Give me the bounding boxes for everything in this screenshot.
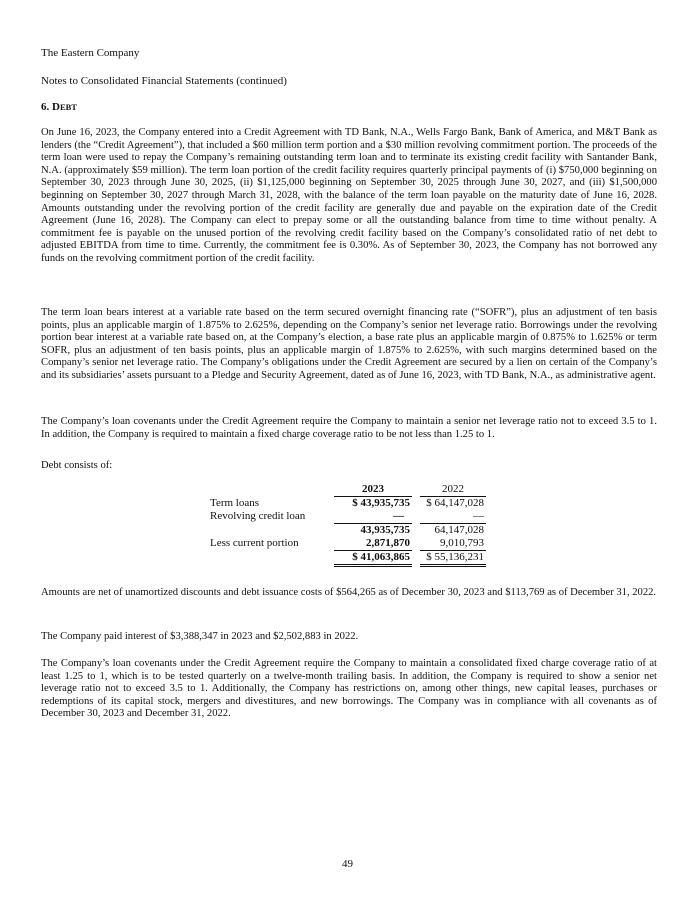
row-value-2023: $ 43,935,735 bbox=[352, 497, 410, 509]
table-row bbox=[208, 524, 486, 538]
row-label: Revolving credit loan bbox=[210, 510, 306, 523]
row-value-2022: 9,010,793 bbox=[420, 537, 486, 551]
paragraph-credit-agreement: On June 16, 2023, the Company entered into a Credit Agreement with TD Bank, N.A., Wells Fargo Bank, Bank of America, and M&T Bank as lenders (the “Credit Agreement”), that included a $60 million term portion and a $30 million revolving commitment portion. The proceeds of the term loan were used to repay the Company’s remaining outstanding term loan and to terminate its existing credit facility with Santander Bank, N.A. (approximately $59 million). The term loan portion of the credit facility requires quarterly principal payments of (i) $750,000 beginning on September 30, 2023 through June 30, 2025, (ii) $1,125,000 beginning on September 30, 2025 through June 30, 2027, and (iii) $1,500,000 beginning on September 30, 2027 through March 31, 2028, with the balance of the term loan payable on the maturity date of June 16, 2028. Amounts outstanding under the revolving portion of the credit facility are generally due and payable on the expiration date of the Credit Agreement (June 16, 2028). The Company can elect to prepay some or all the outstanding balance from time to time without penalty. A commitment fee is payable on the unused portion of the revolving credit facility based on the Company’s consolidated ratio of net debt to adjusted EBITDA from time to time. Currently, the commitment fee is 0.30%. As of September 30, 2023, the Company has not borrowed any funds on the revolving commitment portion of the credit facility. bbox=[41, 127, 657, 264]
table-row bbox=[208, 510, 486, 524]
row-value-2023: 2,871,870 bbox=[334, 537, 412, 551]
debt-table-header bbox=[208, 483, 486, 497]
section-title-first: D bbox=[52, 101, 60, 113]
row-value-2023: — bbox=[334, 510, 412, 524]
table-row bbox=[208, 537, 486, 551]
paragraph-unamortized-discounts: Amounts are net of unamortized discounts and debt issuance costs of $564,265 as of December 30, 2023 and $113,769 as of December 31, 2022. bbox=[41, 587, 657, 598]
row-value-2022: $ 55,136,231 bbox=[420, 551, 486, 566]
section-heading bbox=[41, 101, 77, 113]
table-row bbox=[208, 497, 486, 511]
column-2022: 2022 bbox=[420, 483, 486, 497]
section-number: 6. bbox=[41, 101, 50, 113]
column-2023: 2023 bbox=[334, 483, 412, 497]
row-value-2022: $ 64,147,028 bbox=[426, 497, 484, 509]
row-label bbox=[208, 524, 334, 538]
paragraph-interest-rate: The term loan bears interest at a variable rate based on the term secured overnight financing rate (“SOFR”), plus an adjustment of ten basis points, plus an applicable margin of 1.875% to 2.625%, depending on the Company’s senior net leverage ratio. Borrowings under the revolving portion bear interest at a variable rate based on, at the Company’s election, a base rate plus an applicable margin of 0.875% to 1.625% or term SOFR, plus an adjustment of ten basis points, plus an applicable margin of 1.875% to 2.625%, with such margins determined based on the Company’s senior net leverage ratio. The Company’s obligations under the Credit Agreement are secured by a lien on certain of the Company’s and its subsidiaries’ assets pursuant to a Pledge and Security Agreement, dated as of June 16, 2023, with TD Bank, N.A., as administrative agent. bbox=[41, 307, 657, 381]
page-number: 49 bbox=[342, 858, 353, 870]
row-value-2023: $ 41,063,865 bbox=[334, 551, 412, 566]
row-label: Less current portion bbox=[210, 537, 299, 550]
row-label: Term loans bbox=[210, 496, 260, 509]
row-label bbox=[208, 551, 334, 566]
debt-table bbox=[208, 483, 486, 567]
paragraph-debt-consists: Debt consists of: bbox=[41, 460, 113, 471]
paragraph-loan-covenants: The Company’s loan covenants under the Credit Agreement require the Company to maintain a senior net leverage ratio not to exceed 3.5 to 1. In addition, the Company is required to maintain a fixed charge coverage ratio to be not less than 1.25 to 1. bbox=[41, 416, 657, 440]
section-title-rest: EBT bbox=[59, 102, 77, 112]
row-value-2023: 43,935,735 bbox=[360, 524, 410, 536]
table-row bbox=[208, 551, 486, 566]
paragraph-covenant-compliance: The Company’s loan covenants under the Credit Agreement require the Company to maintain a consolidated fixed charge coverage ratio of at least 1.25 to 1, which is to be tested quarterly on a twelve-month trailing basis. In addition, the Company is required to show a senior net leverage ratio not to exceed 3.5 to 1. Additionally, the Company has restrictions on, among other things, new capital leases, purchases or redemptions of its capital stock, mergers and divestitures, and new borrowings. The Company was in compliance with all covenants as of December 30, 2023 and December 31, 2022. bbox=[41, 658, 657, 720]
row-value-2022: — bbox=[420, 510, 486, 524]
row-value-2022: 64,147,028 bbox=[434, 524, 484, 536]
notes-subtitle: Notes to Consolidated Financial Statements (continued) bbox=[41, 75, 287, 87]
company-name: The Eastern Company bbox=[41, 47, 140, 59]
paragraph-interest-paid: The Company paid interest of $3,388,347 in 2023 and $2,502,883 in 2022. bbox=[41, 631, 359, 642]
